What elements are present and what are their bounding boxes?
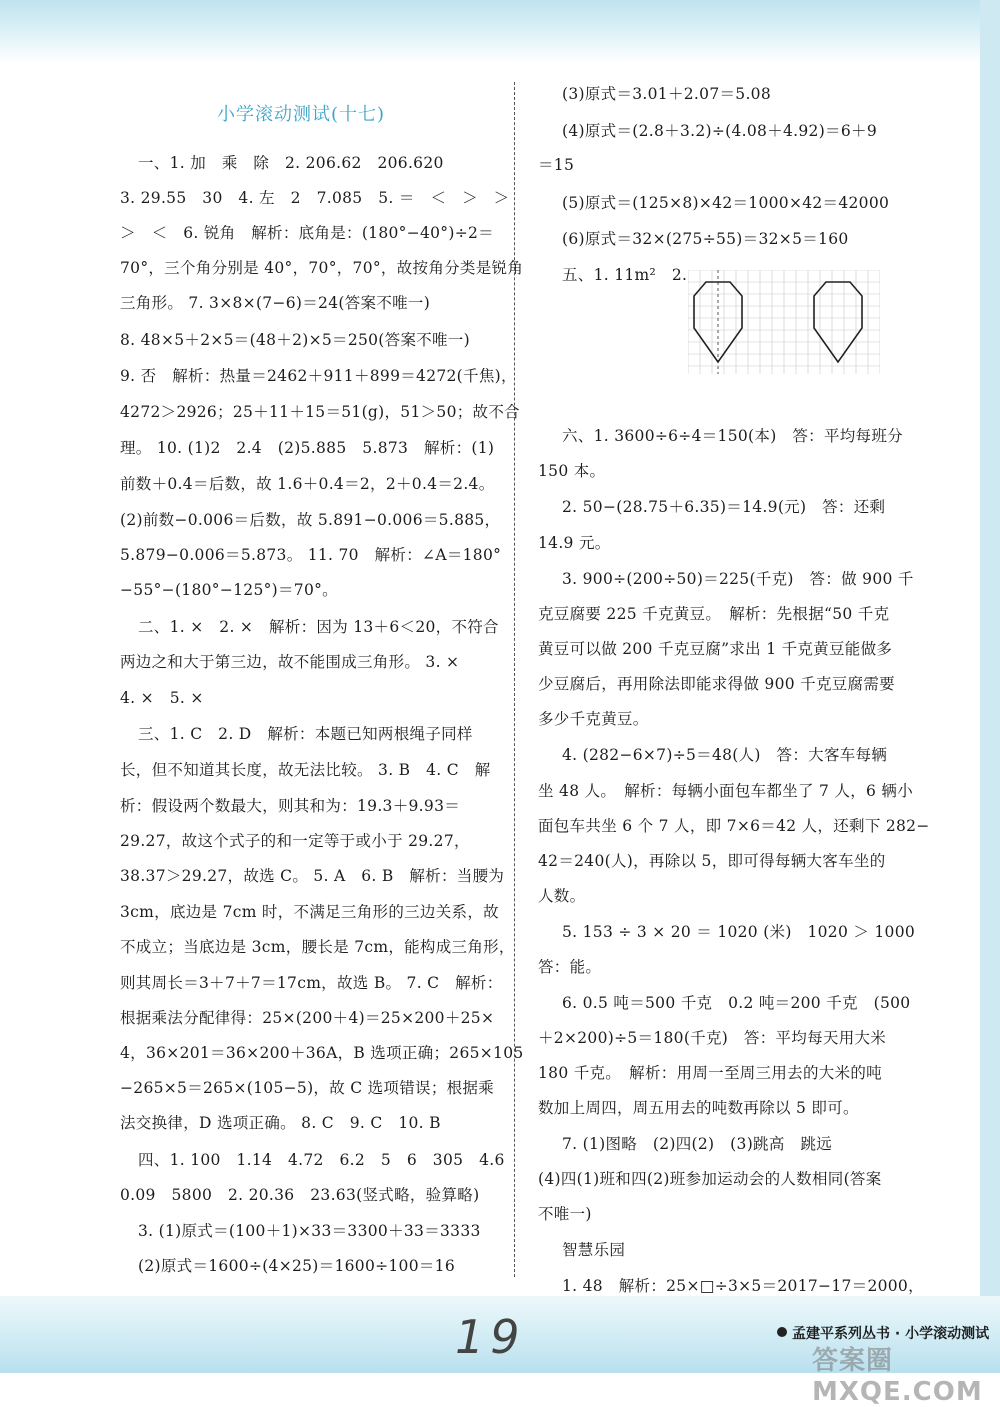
text-line: 五、1. 11m² 2.: [562, 266, 688, 284]
text-line: 二、1. × 2. × 解析：因为 13＋6＜20，不符合: [138, 618, 499, 636]
text-line: 两边之和大于第三边，故不能围成三角形。 3. ×: [120, 653, 460, 671]
text-line: 3. (1)原式＝(100＋1)×33＝3300＋33＝3333: [138, 1222, 481, 1240]
text-line: 四、1. 100 1.14 4.72 6.2 5 6 305 4.6: [138, 1151, 505, 1169]
text-line: 三、1. C 2. D 解析：本题已知两根绳子同样: [138, 725, 473, 743]
text-line: (2)前数−0.006＝后数，故 5.891−0.006＝5.885，: [120, 511, 501, 529]
footer-bullet-icon: [777, 1327, 787, 1337]
text-line: 70°，三个角分别是 40°，70°，70°，故按角分类是锐角: [120, 259, 524, 277]
text-line: 根据乘法分配律得：25×(200＋4)＝25×200＋25×: [120, 1009, 495, 1027]
text-line: 三角形。 7. 3×8×(7−6)＝24(答案不唯一): [120, 294, 431, 312]
section-heading: 智慧乐园: [562, 1241, 626, 1259]
right-edge-band: [980, 0, 1000, 1373]
text-line: 人数。: [538, 887, 586, 905]
text-line: 42＝240(人)，再除以 5，即可得每辆大客车坐的: [538, 852, 886, 870]
text-line: 黄豆可以做 200 千克豆腐”求出 1 千克黄豆能做多: [538, 640, 893, 658]
text-line: 理。 10. (1)2 2.4 (2)5.885 5.873 解析：(1): [120, 439, 495, 457]
text-line: 4272＞2926；25＋11＋15＝51(g)，51＞50；故不合: [120, 403, 520, 421]
text-line: (4)原式＝(2.8＋3.2)÷(4.08＋4.92)＝6＋9: [562, 122, 877, 140]
grid-lines: [688, 270, 880, 374]
text-line: (2)原式＝1600÷(4×25)＝1600÷100＝16: [138, 1257, 455, 1275]
text-line: 不唯一): [538, 1205, 592, 1223]
text-line: 38.37＞29.27，故选 C。 5. A 6. B 解析：当腰为: [120, 867, 505, 885]
text-line: 析：假设两个数最大，则其和为：19.3＋9.93＝: [120, 797, 461, 815]
text-line: 150 本。: [538, 462, 606, 480]
handwritten-page-number: 19: [455, 1310, 526, 1364]
text-line: 5. 153 ÷ 3 × 20 ＝ 1020 (米) 1020 ＞ 1000: [562, 923, 916, 941]
text-line: 一、1. 加 乘 除 2. 206.62 206.620: [138, 154, 444, 172]
text-line: ＝15: [538, 156, 575, 174]
footer-series-label: 孟建平系列丛书 · 小学滚动测试: [792, 1326, 990, 1342]
text-line: 8. 48×5＋2×5＝(48＋2)×5＝250(答案不唯一): [120, 331, 471, 349]
text-line: 少豆腐后，再用除法即能求得做 900 千克豆腐需要: [538, 675, 895, 693]
text-line: ＞ ＜ 6. 锐角 解析：底角是：(180°−40°)÷2＝: [120, 224, 494, 242]
text-line: 7. (1)图略 (2)四(2) (3)跳高 跳远: [562, 1135, 833, 1153]
text-line: 多少千克黄豆。: [538, 710, 649, 728]
top-decor-band: [0, 0, 1000, 62]
text-line: 长，但不知道其长度，故无法比较。 3. B 4. C 解: [120, 761, 491, 779]
text-line: 数加上周四，周五用去的吨数再除以 5 即可。: [538, 1099, 859, 1117]
text-line: 14.9 元。: [538, 534, 611, 552]
text-line: 6. 0.5 吨＝500 千克 0.2 吨＝200 千克 (500: [562, 994, 911, 1012]
text-line: 六、1. 3600÷6÷4＝150(本) 答：平均每班分: [562, 427, 903, 445]
watermark: 答案圈 MXQE.COM: [812, 1346, 983, 1407]
text-line: 180 千克。 解析：用周一至周三用去的大米的吨: [538, 1064, 882, 1082]
text-line: −265×5＝265×(105−5)，故 C 选项错误；根据乘: [120, 1079, 495, 1097]
text-line: 则其周长＝3＋7＋7＝17cm，故选 B。 7. C 解析：: [120, 974, 503, 992]
text-line: 1. 48 解析：25×□÷3×5＝2017−17＝2000，: [562, 1277, 924, 1295]
text-line: 4. (282−6×7)÷5＝48(人) 答：大客车每辆: [562, 746, 888, 764]
text-line: 4. × 5. ×: [120, 689, 204, 707]
text-line: 3cm，底边是 7cm 时，不满足三角形的三边关系，故: [120, 903, 499, 921]
text-line: 9. 否 解析：热量＝2462＋911＋899＝4272(千焦)，: [120, 367, 517, 385]
text-line: 法交换律，D 选项正确。 8. C 9. C 10. B: [120, 1114, 441, 1132]
text-line: 4，36×201＝36×200＋36A，B 选项正确；265×105: [120, 1044, 524, 1062]
text-line: (4)四(1)班和四(2)班参加运动会的人数相同(答案: [538, 1170, 882, 1188]
text-line: 3. 900÷(200÷50)＝225(千克) 答：做 900 千: [562, 570, 914, 588]
text-line: (3)原式＝3.01＋2.07＝5.08: [562, 85, 771, 103]
text-line: 不成立；当底边是 3cm，腰长是 7cm，能构成三角形，: [120, 938, 515, 956]
text-line: (6)原式＝32×(275÷55)＝32×5＝160: [562, 230, 849, 248]
text-line: 面包车共坐 6 个 7 人，即 7×6＝42 人，还剩下 282−: [538, 817, 930, 835]
text-line: ＋2×200)÷5＝180(千克) 答：平均每天用大米: [538, 1029, 887, 1047]
text-line: 3. 29.55 30 4. 左 2 7.085 5. ＝ ＜ ＞ ＞: [120, 189, 510, 207]
page-title: 小学滚动测试(十七): [216, 104, 386, 125]
text-line: −55°−(180°−125°)＝70°。: [120, 581, 338, 599]
text-line: 坐 48 人。 解析：每辆小面包车都坐了 7 人，6 辆小: [538, 782, 914, 800]
text-line: 前数＋0.4＝后数，故 1.6＋0.4＝2，2＋0.4＝2.4。: [120, 475, 495, 493]
text-line: 答：能。: [538, 958, 602, 976]
text-line: 2. 50−(28.75＋6.35)＝14.9(元) 答：还剩: [562, 498, 886, 516]
text-line: (5)原式＝(125×8)×42＝1000×42＝42000: [562, 194, 890, 212]
text-line: 0.09 5800 2. 20.36 23.63(竖式略，验算略): [120, 1186, 480, 1204]
text-line: 克豆腐要 225 千克黄豆。 解析：先根据“50 千克: [538, 605, 890, 623]
text-line: 29.27，故这个式子的和一定等于或小于 29.27，: [120, 832, 470, 850]
text-line: 5.879−0.006＝5.873。 11. 70 解析：∠A＝180°: [120, 546, 502, 564]
grid-figure: [688, 270, 880, 374]
